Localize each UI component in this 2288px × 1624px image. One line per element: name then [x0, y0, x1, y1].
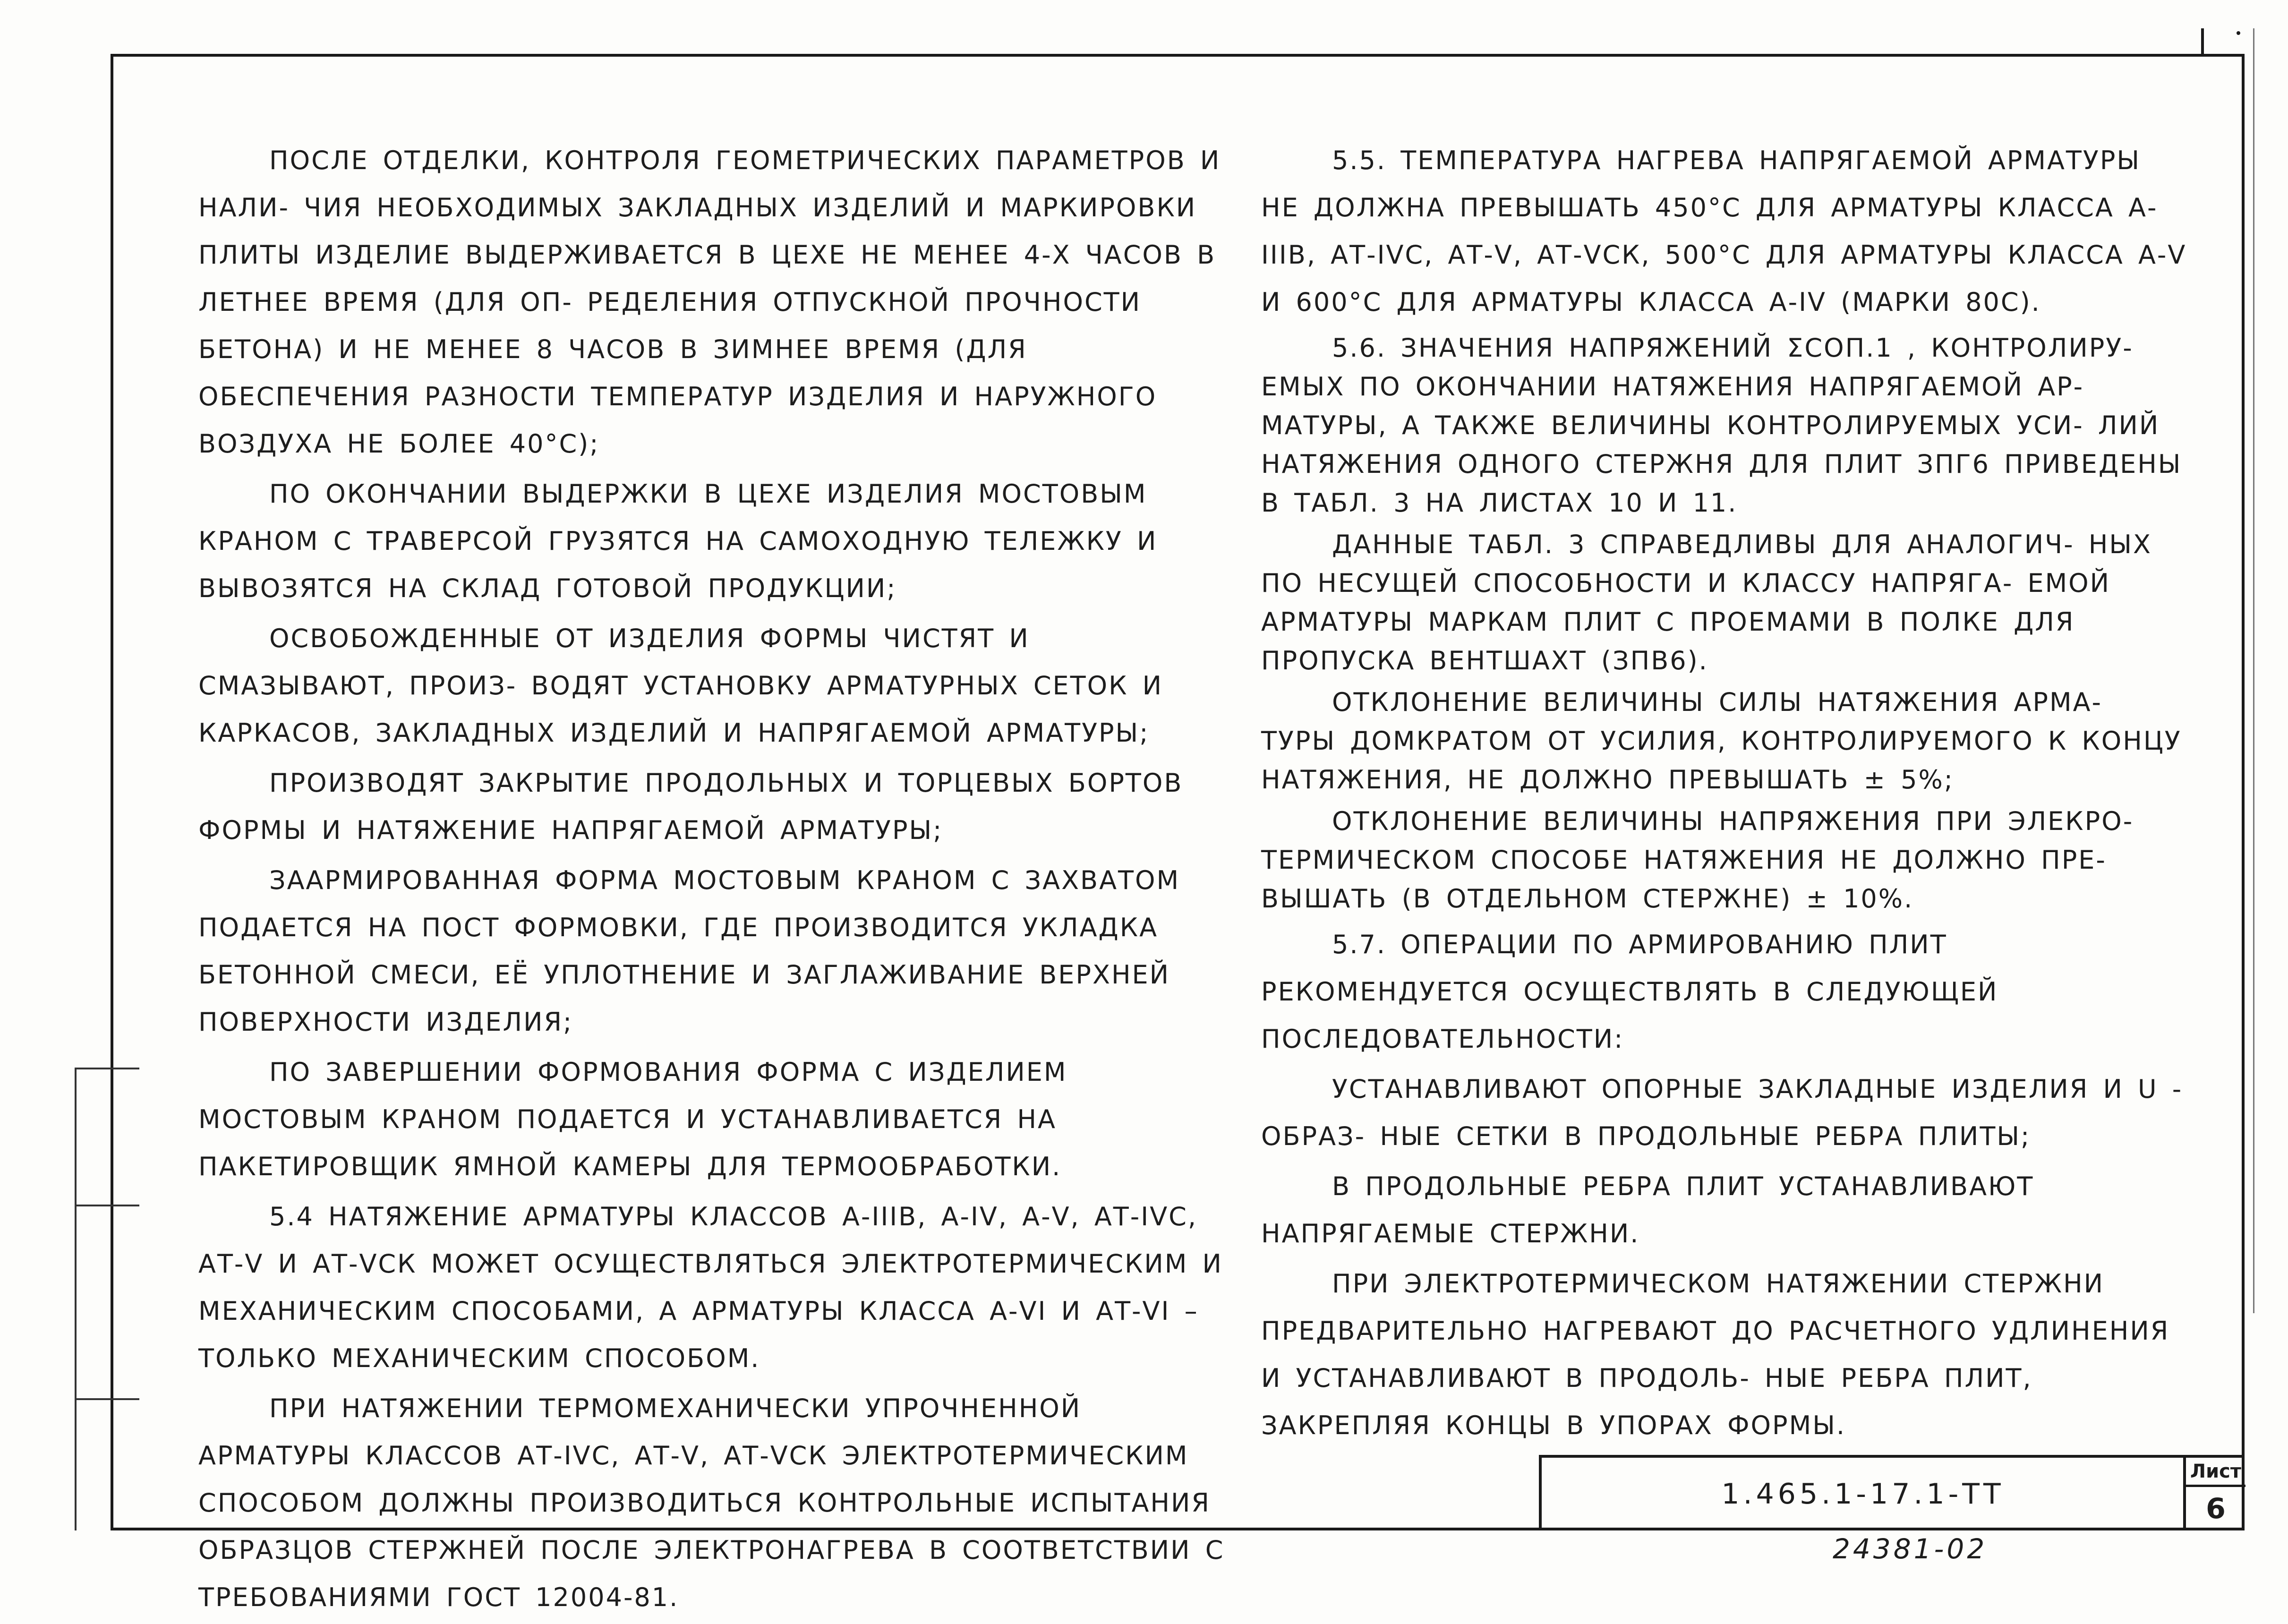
sheet-box [2183, 1458, 2245, 1530]
section-5-4: 5.4 НАТЯЖЕНИЕ АРМАТУРЫ КЛАССОВ А-IIIВ, А-IV, А-V, АТ-IVС, АТ-V И АТ-VСК МОЖЕТ ОСУЩЕСТВЛЯТЬСЯ ЭЛЕКТРОТЕРМИЧЕСКИМ И МЕХАНИЧЕСКИМ СПОСОБАМИ, А АРМАТУРЫ КЛАССА А-VI И АТ-VI – ТОЛЬКО МЕХАНИЧЕСКИМ СПОСОБОМ. [198, 1202, 1223, 1373]
paragraph: ПРОИЗВОДЯТ ЗАКРЫТИЕ ПРОДОЛЬНЫХ И ТОРЦЕВЫХ БОРТОВ ФОРМЫ И НАТЯЖЕНИЕ НАПРЯГАЕМОЙ АРМАТУРЫ; [198, 768, 1183, 845]
archive-number: 24381-02 [1833, 1533, 1988, 1565]
margin-rule-1 [75, 1068, 139, 1069]
paragraph: В ПРОДОЛЬНЫЕ РЕБРА ПЛИТ УСТАНАВЛИВАЮТ НАПРЯГАЕМЫЕ СТЕРЖНИ. [1261, 1171, 2034, 1248]
paragraph: ПРИ НАТЯЖЕНИИ ТЕРМОМЕХАНИЧЕСКИ УПРОЧНЕННОЙ АРМАТУРЫ КЛАССОВ АТ-IVС, АТ-V, АТ-VСК ЭЛЕКТРОТЕРМИЧЕСКИМ СПОСОБОМ ДОЛЖНЫ ПРОИЗВОДИТЬСЯ КОНТРОЛЬНЫЕ ИСПЫТАНИЯ ОБРАЗЦОВ СТЕРЖНЕЙ ПОСЛЕ ЭЛЕКТРОНАГРЕВА В СООТВЕТСТВИИ С ТРЕБОВАНИЯМИ ГОСТ 12004-81. [198, 1393, 1225, 1612]
paragraph: ОСВОБОЖДЕННЫЕ ОТ ИЗДЕЛИЯ ФОРМЫ ЧИСТЯТ И СМАЗЫВАЮТ, ПРОИЗ- ВОДЯТ УСТАНОВКУ АРМАТУРНЫХ СЕТОК И КАРКАСОВ, ЗАКЛАДНЫХ ИЗДЕЛИЙ И НАПРЯГАЕМОЙ АРМАТУРЫ; [198, 624, 1163, 748]
paragraph: УСТАНАВЛИВАЮТ ОПОРНЫЕ ЗАКЛАДНЫЕ ИЗДЕЛИЯ И U - ОБРАЗ- НЫЕ СЕТКИ В ПРОДОЛЬНЫЕ РЕБРА ПЛИТЫ; [1261, 1074, 2183, 1151]
binding-margin-stamp [28, 1058, 111, 1530]
top-dot-mark [2237, 31, 2240, 35]
section-5-6: 5.6. ЗНАЧЕНИЯ НАПРЯЖЕНИЙ ΣСОП.1 , КОНТРОЛИРУ- ЕМЫХ ПО ОКОНЧАНИИ НАТЯЖЕНИЯ НАПРЯГАЕМОЙ АР- МАТУРЫ, А ТАКЖЕ ВЕЛИЧИНЫ КОНТРОЛИРУЕМЫХ УСИ- ЛИЙ НАТЯЖЕНИЯ ОДНОГО СТЕРЖНЯ ДЛЯ ПЛИТ ЗПГ6 ПРИВЕДЕНЫ В ТАБЛ. 3 НА ЛИСТАХ 10 И 11. [1261, 333, 2182, 518]
paragraph: ПРИ ЭЛЕКТРОТЕРМИЧЕСКОМ НАТЯЖЕНИИ СТЕРЖНИ ПРЕДВАРИТЕЛЬНО НАГРЕВАЮТ ДО РАСЧЕТНОГО УДЛИНЕНИЯ И УСТАНАВЛИВАЮТ В ПРОДОЛЬ- НЫЕ РЕБРА ПЛИТ, ЗАКРЕПЛЯЯ КОНЦЫ В УПОРАХ ФОРМЫ. [1261, 1269, 2170, 1440]
title-block [1539, 1455, 2243, 1530]
left-text-column [198, 137, 1228, 1624]
document-code: 1.465.1-17.1-ТТ [1721, 1478, 2005, 1511]
margin-vertical-line [75, 1068, 77, 1530]
paragraph: ЗААРМИРОВАННАЯ ФОРМА МОСТОВЫМ КРАНОМ С ЗАХВАТОМ ПОДАЕТСЯ НА ПОСТ ФОРМОВКИ, ГДЕ ПРОИЗВОДИТСЯ УКЛАДКА БЕТОННОЙ СМЕСИ, ЕЁ УПЛОТНЕНИЕ И ЗАГЛАЖИВАНИЕ ВЕРХНЕЙ ПОВЕРХНОСТИ ИЗДЕЛИЯ; [198, 865, 1180, 1037]
paragraph: ПОСЛЕ ОТДЕЛКИ, КОНТРОЛЯ ГЕОМЕТРИЧЕСКИХ ПАРАМЕТРОВ И НАЛИ- ЧИЯ НЕОБХОДИМЫХ ЗАКЛАДНЫХ ИЗДЕЛИЙ И МАРКИРОВКИ ПЛИТЫ ИЗДЕЛИЕ ВЫДЕРЖИВАЕТСЯ В ЦЕХЕ НЕ МЕНЕЕ 4-Х ЧАСОВ В ЛЕТНЕЕ ВРЕМЯ (ДЛЯ ОП- РЕДЕЛЕНИЯ ОТПУСКНОЙ ПРОЧНОСТИ БЕТОНА) И НЕ МЕНЕЕ 8 ЧАСОВ В ЗИМНЕЕ ВРЕМЯ (ДЛЯ ОБЕСПЕЧЕНИЯ РАЗНОСТИ ТЕМПЕРАТУР ИЗДЕЛИЯ И НАРУЖНОГО ВОЗДУХА НЕ БОЛЕЕ 40°С); [198, 145, 1221, 459]
margin-rule-3 [75, 1398, 139, 1400]
paragraph: ПО ОКОНЧАНИИ ВЫДЕРЖКИ В ЦЕХЕ ИЗДЕЛИЯ МОСТОВЫМ КРАНОМ С ТРАВЕРСОЙ ГРУЗЯТСЯ НА САМОХОДНУЮ ТЕЛЕЖКУ И ВЫВОЗЯТСЯ НА СКЛАД ГОТОВОЙ ПРОДУКЦИИ; [198, 479, 1158, 603]
top-tick-mark [2201, 28, 2204, 55]
paragraph: ОТКЛОНЕНИЕ ВЕЛИЧИНЫ СИЛЫ НАТЯЖЕНИЯ АРМА- ТУРЫ ДОМКРАТОМ ОТ УСИЛИЯ, КОНТРОЛИРУЕМОГО К КОНЦУ НАТЯЖЕНИЯ, НЕ ДОЛЖНО ПРЕВЫШАТЬ ± 5%; [1261, 687, 2182, 795]
right-edge-line [2253, 28, 2254, 1313]
sheet-number: 6 [2206, 1492, 2226, 1525]
paragraph: ДАННЫЕ ТАБЛ. 3 СПРАВЕДЛИВЫ ДЛЯ АНАЛОГИЧ- НЫХ ПО НЕСУЩЕЙ СПОСОБНОСТИ И КЛАССУ НАПРЯГА- ЕМОЙ АРМАТУРЫ МАРКАМ ПЛИТ С ПРОЕМАМИ В ПОЛКЕ ДЛЯ ПРОПУСКА ВЕНТШАХТ (ЗПВ6). [1261, 530, 2152, 675]
margin-rule-2 [75, 1205, 139, 1206]
section-5-7: 5.7. ОПЕРАЦИИ ПО АРМИРОВАНИЮ ПЛИТ РЕКОМЕНДУЕТСЯ ОСУЩЕСТВЛЯТЬ В СЛЕДУЮЩЕЙ ПОСЛЕДОВАТЕЛЬНОСТИ: [1261, 930, 1998, 1054]
paragraph: ОТКЛОНЕНИЕ ВЕЛИЧИНЫ НАПРЯЖЕНИЯ ПРИ ЭЛЕКРО- ТЕРМИЧЕСКОМ СПОСОБЕ НАТЯЖЕНИЯ НЕ ДОЛЖНО ПРЕ- ВЫШАТЬ (В ОТДЕЛЬНОМ СТЕРЖНЕ) ± 10%. [1261, 806, 2134, 914]
sheet-label: Лист [2186, 1458, 2245, 1487]
right-text-column [1261, 137, 2187, 1452]
paragraph: ПО ЗАВЕРШЕНИИ ФОРМОВАНИЯ ФОРМА С ИЗДЕЛИЕМ МОСТОВЫМ КРАНОМ ПОДАЕТСЯ И УСТАНАВЛИВАЕТСЯ НА ПАКЕТИРОВЩИК ЯМНОЙ КАМЕРЫ ДЛЯ ТЕРМООБРАБОТКИ. [198, 1057, 1067, 1181]
section-5-5: 5.5. ТЕМПЕРАТУРА НАГРЕВА НАПРЯГАЕМОЙ АРМАТУРЫ НЕ ДОЛЖНА ПРЕВЫШАТЬ 450°С ДЛЯ АРМАТУРЫ КЛАССА А-IIIВ, АТ-IVС, АТ-V, АТ-VСК, 500°С ДЛЯ АРМАТУРЫ КЛАССА А-V И 600°С ДЛЯ АРМАТУРЫ КЛАССА А-IV (МАРКИ 80С). [1261, 145, 2187, 317]
